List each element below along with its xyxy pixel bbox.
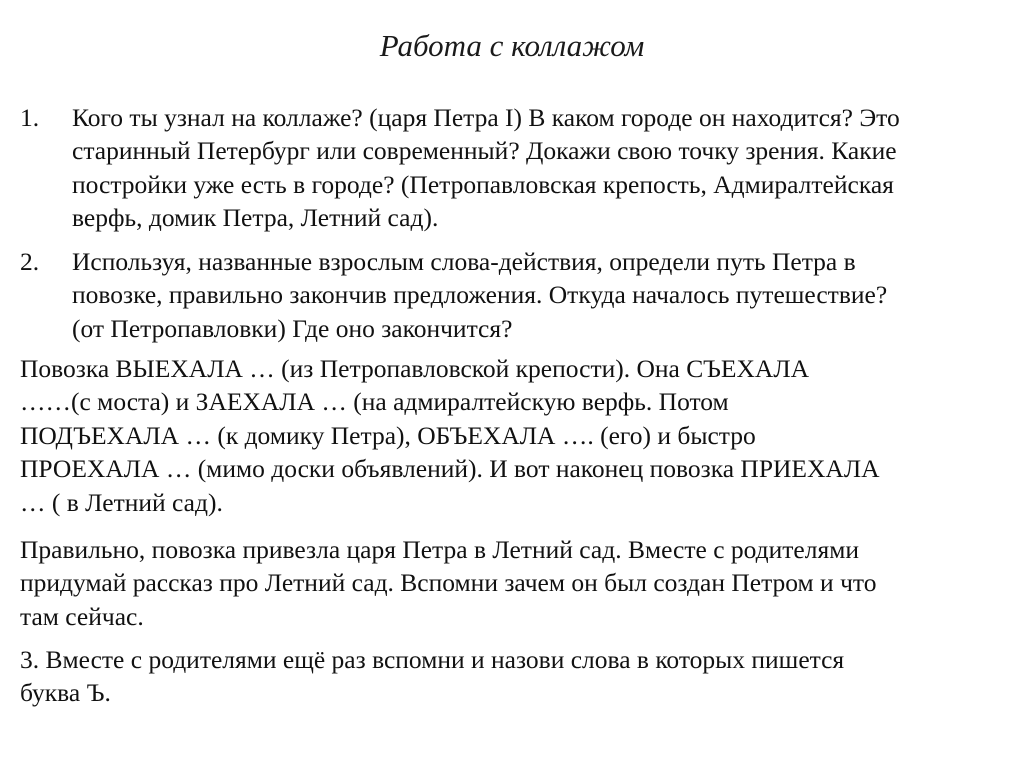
list-item-number: 2.: [20, 247, 40, 276]
paragraph-summer-garden: [20, 533, 1010, 633]
text-line: Повозка ВЫЕХАЛА … (из Петропавловской крепости). Она СЪЕХАЛА: [20, 354, 810, 383]
text-line: Кого ты узнал на коллаже? (царя Петра I) В каком городе он находится? Это: [72, 103, 900, 132]
list-item-1: [20, 101, 1010, 235]
paragraph-route: [20, 352, 1010, 519]
text-line: постройки уже есть в городе? (Петропавловская крепость, Адмиралтейская: [72, 169, 894, 199]
paragraph-task-3: [20, 643, 1010, 710]
text-line: ПРОЕХАЛА … (мимо доски объявлений). И вот наконец повозка ПРИЕХАЛА: [20, 454, 880, 484]
text-line: придумай рассказ про Летний сад. Вспомни зачем он был создан Петром и что: [20, 568, 877, 598]
list-item-number: 1.: [20, 103, 40, 132]
text-line: старинный Петербург или современный? Докажи свою точку зрения. Какие: [72, 136, 897, 166]
text-line: ……(с моста) и ЗАЕХАЛА … (на адмиралтейскую верфь. Потом: [20, 387, 729, 417]
text-line: буква Ъ.: [20, 678, 111, 708]
text-line: Используя, названные взрослым слова-действия, определи путь Петра в: [72, 247, 856, 276]
text-line: (от Петропавловки) Где оно закончится?: [72, 313, 513, 343]
text-line: там сейчас.: [20, 601, 144, 631]
text-line: Правильно, повозка привезла царя Петра в Летний сад. Вместе с родителями: [20, 535, 859, 564]
list-item-2: [20, 245, 1010, 345]
text-line: повозке, правильно закончив предложения. Откуда началось путешествие?: [72, 280, 888, 310]
text-line: 3. Вместе с родителями ещё раз вспомни и назови слова в которых пишется: [20, 645, 845, 674]
text-line: верфь, домик Петра, Летний сад).: [72, 203, 439, 233]
text-line: … ( в Летний сад).: [20, 487, 223, 517]
text-line: ПОДЪЕХАЛА … (к домику Петра), ОБЪЕХАЛА …. (его) и быстро: [20, 420, 756, 450]
page-title: Работа с коллажом: [379, 28, 645, 63]
